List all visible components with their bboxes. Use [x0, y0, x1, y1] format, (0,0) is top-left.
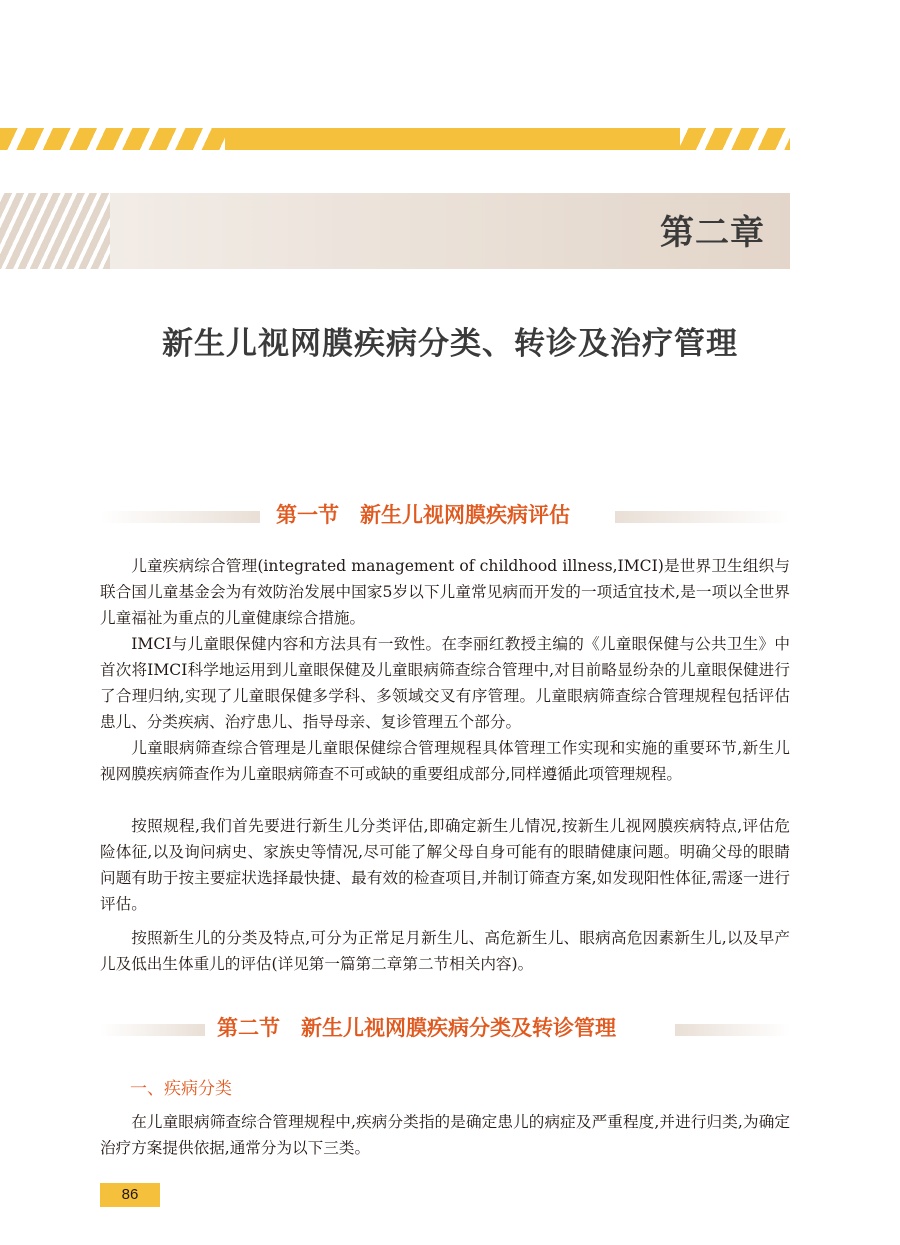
- section-1-paragraph: IMCI与儿童眼保健内容和方法具有一致性。在李丽红教授主编的《儿童眼保健与公共卫生》中首次将IMCI科学地运用到儿童眼保健及儿童眼病筛查综合管理中,对目前略显纷杂的儿童眼保健进行了合理归纳,实现了儿童眼保健多学科、多领域交叉有序管理。儿童眼病筛查综合管理规程包括评估患儿、分类疾病、治疗患儿、指导母亲、复诊管理五个部分。: [100, 635, 790, 731]
- section-2-rule-left: [100, 1024, 205, 1036]
- section-1-paragraph: 按照规程,我们首先要进行新生儿分类评估,即确定新生儿情况,按新生儿视网膜疾病特点,评估危险体征,以及询问病史、家族史等情况,尽可能了解父母自身可能有的眼睛健康问题。明确父母的眼睛问题有助于按主要症状选择最快捷、最有效的检查项目,并制订筛查方案,如发现阳性体征,需逐一进行评估。: [100, 817, 790, 913]
- section-1-rule-left: [100, 511, 260, 523]
- section-2-rule-right: [675, 1024, 790, 1036]
- section-1-heading: [100, 497, 790, 537]
- section-1-paragraph: 按照新生儿的分类及特点,可分为正常足月新生儿、高危新生儿、眼病高危因素新生儿,以及早产儿及低出生体重儿的评估(详见第一篇第二章第二节相关内容)。: [100, 929, 790, 973]
- chapter-banner-stripes: [0, 193, 110, 269]
- chapter-label: 第二章: [660, 213, 765, 253]
- decorative-band-fill: [225, 128, 680, 150]
- section-1-rule-right: [615, 511, 790, 523]
- section-2-title: 第二节 新生儿视网膜疾病分类及转诊管理: [217, 1015, 616, 1040]
- section-1-paragraph: 儿童疾病综合管理(integrated management of childhood illness,IMCI)是世界卫生组织与联合国儿童基金会为有效防治发展中国家5岁以下儿童常见病而开发的一项适宜技术,是一项以全世界儿童福祉为重点的儿童健康综合措施。: [100, 557, 790, 627]
- page-number: 86: [100, 1183, 160, 1207]
- subsection-heading: 一、疾病分类: [130, 1079, 232, 1099]
- section-2-paragraph: 在儿童眼病筛查综合管理规程中,疾病分类指的是确定患儿的病症及严重程度,并进行归类,为确定治疗方案提供依据,通常分为以下三类。: [100, 1113, 790, 1157]
- section-2-heading: [100, 1010, 790, 1050]
- chapter-title: 新生儿视网膜疾病分类、转诊及治疗管理: [162, 326, 738, 362]
- section-1-paragraph: 儿童眼病筛查综合管理是儿童眼保健综合管理规程具体管理工作实现和实施的重要环节,新生儿视网膜疾病筛查作为儿童眼病筛查不可或缺的重要组成部分,同样遵循此项管理规程。: [100, 739, 790, 783]
- section-1-title: 第一节 新生儿视网膜疾病评估: [276, 502, 570, 527]
